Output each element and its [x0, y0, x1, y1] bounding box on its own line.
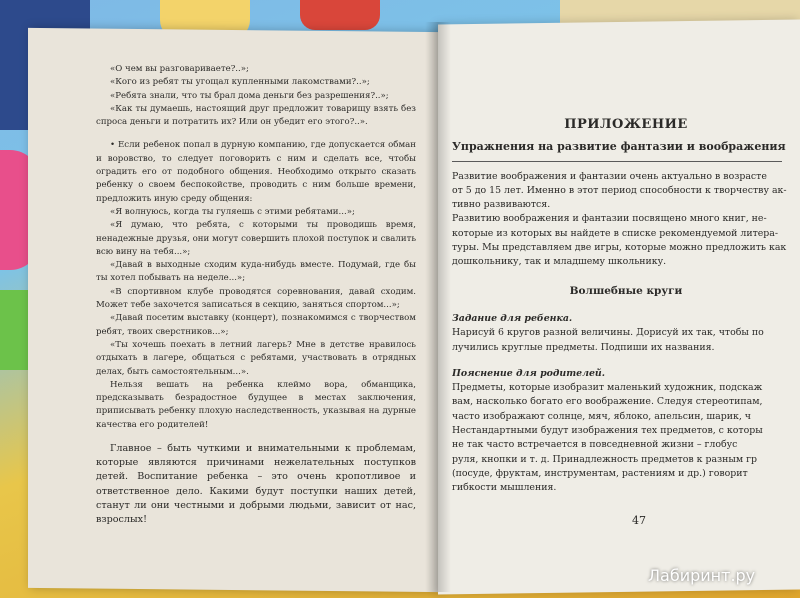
- text-line: от 5 до 15 лет. Именно в этот период способности к творчеству ак-: [452, 184, 787, 196]
- paragraph: • Если ребенок попал в дурную компанию, где допускается обман и воровство, то следует поговорить с ним и сделать все, чтобы оградить его от подобного общения. Необходимо открыто сказать ребенку о своем беспокойстве, проводить с ним больше времени, предложить иную среду общения:: [96, 140, 416, 204]
- text-line: Нестандартными будут изображения тех предметов, с которы: [452, 425, 763, 437]
- section-heading: Волшебные круги: [569, 284, 683, 297]
- book-gutter: [425, 22, 451, 592]
- divider: [452, 161, 782, 162]
- appendix-subtitle: Упражнения на развитие фантазии и воображения: [452, 140, 786, 154]
- text-line: Нарисуй 6 кругов разной величины. Дорисуй их так, чтобы по: [452, 327, 764, 339]
- text-line: «В спортивном клубе проводятся соревнования, давай сходим. Может тебе захочется записаться в секцию, заняться спортом...»;: [96, 286, 416, 311]
- text-line: лучились круглые предметы. Подпиши их названия.: [452, 341, 715, 353]
- watermark-logo: Лабиринт.ру: [648, 566, 756, 585]
- text-line: вам, насколько богато его воображение. Следуя стереотипам,: [452, 396, 763, 408]
- text-line: не так часто встречается в повседневной жизни – глобус: [452, 439, 738, 451]
- appendix-title: ПРИЛОЖЕНИЕ: [564, 117, 688, 132]
- text-line: часто изображают солнце, мяч, яблоко, апельсин, шарик, ч: [452, 410, 751, 422]
- text-line: гибкости мышления.: [452, 482, 557, 494]
- paragraph: Нельзя вешать на ребенка клеймо вора, обманщика, предсказывать безрадостное будущее в местах заключения, приписывать ребенку плохую наследственность, указывая на дурные качества его родителей!: [96, 379, 416, 430]
- toy-decoration: [300, 0, 380, 30]
- text-line: «Ребята знали, что ты брал дома деньги без разрешения?..»;: [110, 90, 389, 101]
- text-line: которые из которых вы найдете в списке рекомендуемой литера-: [452, 227, 779, 239]
- text-line: руля, кнопки и т. д. Принадлежность предметов к разным гр: [452, 453, 758, 465]
- toy-decoration: [0, 290, 30, 370]
- task-heading: Задание для ребенка.: [452, 312, 573, 324]
- left-page-text: [96, 63, 416, 527]
- text-line: «Как ты думаешь, настоящий друг предложит товарищу взять без спроса деньги и потратить их? Или он убедит его этого?..».: [96, 103, 416, 128]
- paragraph: Главное – быть чуткими и внимательными к проблемам, которые являются причинами нежелательных поступков детей. Воспитание ребенка – это очень кропотливое и ответственное дело. Какими будут поступки наших детей, станут ли они честными и добрыми людьми, зависит от нас, взрослых!: [96, 443, 416, 526]
- text-line: «Я думаю, что ребята, с которыми ты проводишь время, ненадежные друзья, они могут совершить плохой поступок и свалить всю вину на тебя...»;: [96, 220, 416, 257]
- text-line: Предметы, которые изобразит маленький художник, подскаж: [452, 382, 763, 394]
- page-number: 47: [632, 514, 646, 527]
- text-line: «О чем вы разговариваете?..»;: [110, 64, 249, 74]
- right-page-text: [452, 112, 800, 496]
- text-line: «Давай в выходные сходим куда-нибудь вместе. Подумай, где бы ты хотел побывать на неделе...»;: [96, 260, 416, 284]
- text-line: Развитие воображения и фантазии очень актуально в возрасте: [452, 170, 767, 182]
- text-line: Развитию воображения и фантазии посвящено много книг, не-: [452, 213, 767, 225]
- text-line: туры. Мы представляем две игры, которые можно предложить как: [452, 242, 787, 254]
- text-line: дошкольнику, так и младшему школьнику.: [452, 256, 667, 268]
- text-line: (посуде, фруктам, инструментам, растениям и др.) говорит: [452, 467, 748, 479]
- text-line: «Ты хочешь поехать в летний лагерь? Мне в детстве нравилось отдыхать в лагере, общаться с ребятами, участвовать в отрядных делах, быть самостоятельным...».: [96, 339, 416, 377]
- text-line: «Кого из ребят ты угощал купленными лакомствами?..»;: [110, 77, 370, 88]
- text-line: тивно развиваются.: [452, 199, 551, 211]
- text-line: «Я волнуюсь, когда ты гуляешь с этими ребятами...»;: [110, 206, 355, 217]
- text-line: «Давай посетим выставку (концерт), познакомимся с творчеством ребят, твоих сверстников...»;: [96, 313, 416, 337]
- explanation-heading: Пояснение для родителей.: [452, 367, 605, 379]
